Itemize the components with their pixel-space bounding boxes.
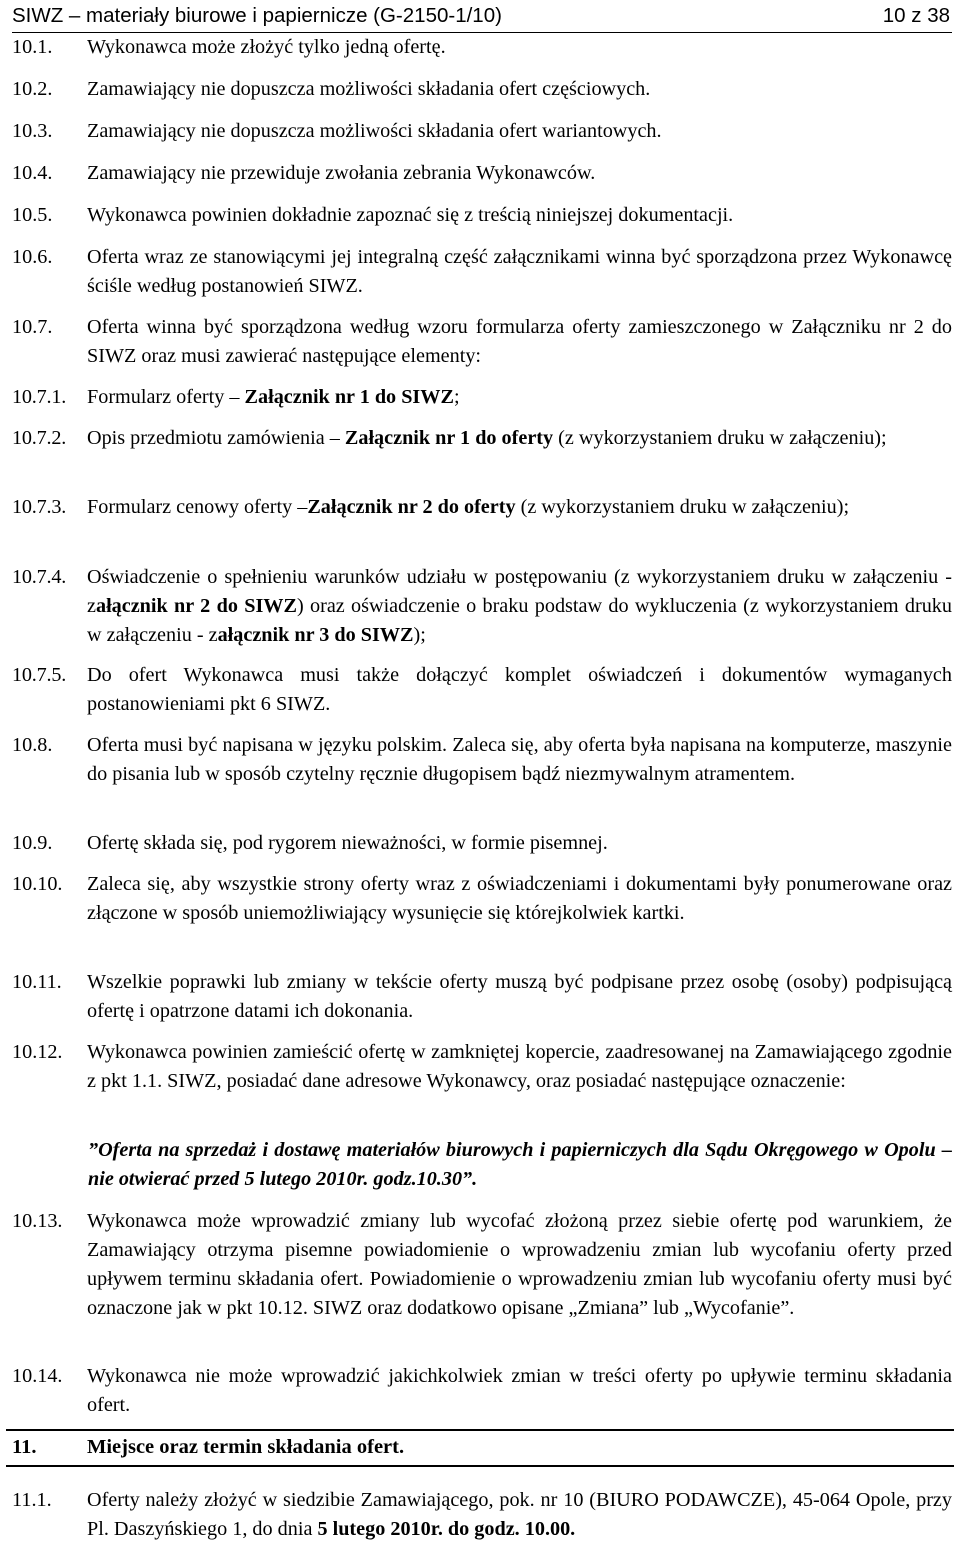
clause-number: 10.11. bbox=[12, 971, 62, 993]
clause-10-12 bbox=[12, 1038, 952, 1096]
text-run: Formularz oferty – bbox=[87, 386, 245, 408]
text-run: (z wykorzystaniem druku w załączeniu); bbox=[553, 427, 887, 449]
clause-text bbox=[87, 493, 952, 522]
envelope-marking: ”Oferta na sprzedaż i dostawę materiałów biurowych i papierniczych dla Sądu Okręgowego w Opolu – nie otwierać przed 5 lutego 2010r. godz.10.30”. bbox=[88, 1139, 952, 1190]
clause-number: 10.12. bbox=[12, 1041, 63, 1063]
clause-number: 10.7.2. bbox=[12, 427, 67, 449]
clause-10-7-5 bbox=[12, 661, 952, 719]
clause-text: Wykonawca nie może wprowadzić jakichkolwiek zmian w treści oferty po upływie terminu składania ofert. bbox=[87, 1365, 952, 1416]
clause-text: Oferta wraz ze stanowiącymi jej integralną część załącznikami winna być sporządzona przez Wykonawcę ściśle według postanowień SIWZ. bbox=[87, 246, 952, 297]
clause-text: Zamawiający nie dopuszcza możliwości składania ofert częściowych. bbox=[87, 78, 651, 100]
clause-text bbox=[87, 424, 952, 453]
page-header bbox=[12, 2, 952, 33]
clause-10-11 bbox=[12, 968, 952, 1026]
text-run: ); bbox=[413, 624, 426, 646]
clause-10-7-2 bbox=[12, 424, 952, 453]
bold-reference: ałącznik nr 3 do SIWZ bbox=[217, 624, 414, 646]
section-number: 11. bbox=[12, 1436, 37, 1458]
clause-10-3 bbox=[12, 117, 952, 146]
text-run: ) oraz oświadczenie o braku podstaw do wykluczenia (z wykorzystaniem druku w załączeniu - z bbox=[87, 595, 952, 646]
clause-text: Ofertę składa się, pod rygorem nieważności, w formie pisemnej. bbox=[87, 832, 608, 854]
clause-text: Wykonawca powinien dokładnie zapoznać się z treścią niniejszej dokumentacji. bbox=[87, 204, 734, 226]
clause-number: 11.1. bbox=[12, 1489, 52, 1511]
clause-number: 10.8. bbox=[12, 734, 53, 756]
section-11-heading bbox=[6, 1429, 954, 1467]
bold-reference: Załącznik nr 1 do oferty bbox=[344, 427, 554, 449]
bold-reference: ałącznik nr 2 do SIWZ bbox=[95, 595, 297, 617]
clause-10-2 bbox=[12, 75, 952, 104]
clause-number: 10.9. bbox=[12, 832, 53, 854]
clause-number: 10.4. bbox=[12, 162, 53, 184]
text-run: Opis przedmiotu zamówienia – bbox=[87, 427, 345, 449]
bold-reference: Załącznik nr 1 do SIWZ bbox=[244, 386, 454, 408]
clause-number: 10.7.5. bbox=[12, 664, 67, 686]
clause-10-7-4 bbox=[12, 563, 952, 650]
clause-number: 10.3. bbox=[12, 120, 53, 142]
clause-10-6 bbox=[12, 243, 952, 301]
page-number: 10 z 38 bbox=[882, 4, 950, 27]
clause-10-7 bbox=[12, 313, 952, 371]
clause-number: 10.5. bbox=[12, 204, 53, 226]
clause-text: Zamawiający nie dopuszcza możliwości składania ofert wariantowych. bbox=[87, 120, 662, 142]
clause-number: 10.6. bbox=[12, 246, 53, 268]
clause-text: Wykonawca może złożyć tylko jedną ofertę. bbox=[87, 36, 446, 58]
clause-11-1 bbox=[12, 1486, 952, 1544]
text-run: Oferty należy złożyć w siedzibie Zamawiającego, pok. nr 10 (BIURO PODAWCZE), 45-064 Opole, przy Pl. Daszyńskiego 1, do dnia bbox=[87, 1489, 952, 1540]
clause-number: 10.10. bbox=[12, 873, 63, 895]
clause-text bbox=[87, 383, 952, 412]
section-title: Miejsce oraz termin składania ofert. bbox=[87, 1436, 405, 1458]
text-run: Formularz cenowy oferty – bbox=[87, 496, 308, 518]
text-run: Oświadczenie o spełnieniu warunków udziału w postępowaniu (z wykorzystaniem druku w załączeniu - z bbox=[87, 566, 952, 617]
clause-number: 10.2. bbox=[12, 78, 53, 100]
clause-10-13 bbox=[12, 1207, 952, 1323]
clause-10-14 bbox=[12, 1362, 952, 1420]
document-title: SIWZ – materiały biurowe i papiernicze (G-2150-1/10) bbox=[12, 4, 502, 27]
clause-text: Do ofert Wykonawca musi także dołączyć komplet oświadczeń i dokumentów wymaganych postanowieniami pkt 6 SIWZ. bbox=[87, 664, 952, 715]
clause-number: 10.14. bbox=[12, 1365, 63, 1387]
clause-text: Oferta winna być sporządzona według wzoru formularza oferty zamieszczonego w Załączniku nr 2 do SIWZ oraz musi zawierać następujące elementy: bbox=[87, 316, 952, 367]
clause-text: Zamawiający nie przewiduje zwołania zebrania Wykonawców. bbox=[87, 162, 596, 184]
clause-10-7-3 bbox=[12, 493, 952, 522]
clause-number: 10.7.3. bbox=[12, 496, 67, 518]
clause-number: 10.7.4. bbox=[12, 566, 67, 588]
clause-text: Zaleca się, aby wszystkie strony oferty wraz z oświadczeniami i dokumentami były ponumerowane oraz złączone w sposób uniemożliwiający wysunięcie się którejkolwiek kartki. bbox=[87, 873, 952, 924]
clause-number: 10.1. bbox=[12, 36, 53, 58]
clause-10-10 bbox=[12, 870, 952, 928]
clause-10-7-1 bbox=[12, 383, 952, 412]
clause-10-1 bbox=[12, 33, 952, 62]
clause-10-8 bbox=[12, 731, 952, 789]
clause-text: Wykonawca może wprowadzić zmiany lub wycofać złożoną przez siebie ofertę pod warunkiem, że Zamawiający otrzyma pisemne powiadomienie o wprowadzeniu zmian lub wycofaniu oferty przed upływem terminu składania ofert. Powiadomienie o wprowadzeniu zmian lub wycofaniu oferty musi być oznaczone jak w pkt 10.12. SIWZ oraz dodatkowo opisane „Zmiana” lub „Wycofanie”. bbox=[87, 1210, 952, 1319]
text-run: (z wykorzystaniem druku w załączeniu); bbox=[515, 496, 850, 518]
clause-10-9 bbox=[12, 829, 952, 858]
text-run: ; bbox=[453, 386, 460, 408]
clause-number: 10.7. bbox=[12, 316, 53, 338]
clause-text bbox=[87, 1486, 952, 1544]
clause-number: 10.7.1. bbox=[12, 386, 67, 408]
clause-text: Oferta musi być napisana w języku polskim. Zaleca się, aby oferta była napisana na komputerze, maszynie do pisania lub w sposób czytelny ręcznie długopisem bądź niezmywalnym atramentem. bbox=[87, 734, 952, 785]
bold-reference: Załącznik nr 2 do oferty bbox=[307, 496, 516, 518]
clause-10-4 bbox=[12, 159, 952, 188]
clause-10-5 bbox=[12, 201, 952, 230]
bold-deadline: 5 lutego 2010r. do godz. 10.00. bbox=[317, 1518, 576, 1540]
clause-number: 10.13. bbox=[12, 1210, 63, 1232]
clause-text: Wszelkie poprawki lub zmiany w tekście oferty muszą być podpisane przez osobę (osoby) podpisującą ofertę i opatrzone datami ich dokonania. bbox=[87, 971, 952, 1022]
clause-text bbox=[87, 563, 952, 650]
clause-text: Wykonawca powinien zamieścić ofertę w zamkniętej kopercie, zaadresowanej na Zamawiającego zgodnie z pkt 1.1. SIWZ, posiadać dane adresowe Wykonawcy, oraz posiadać następujące oznaczenie: bbox=[87, 1041, 952, 1092]
